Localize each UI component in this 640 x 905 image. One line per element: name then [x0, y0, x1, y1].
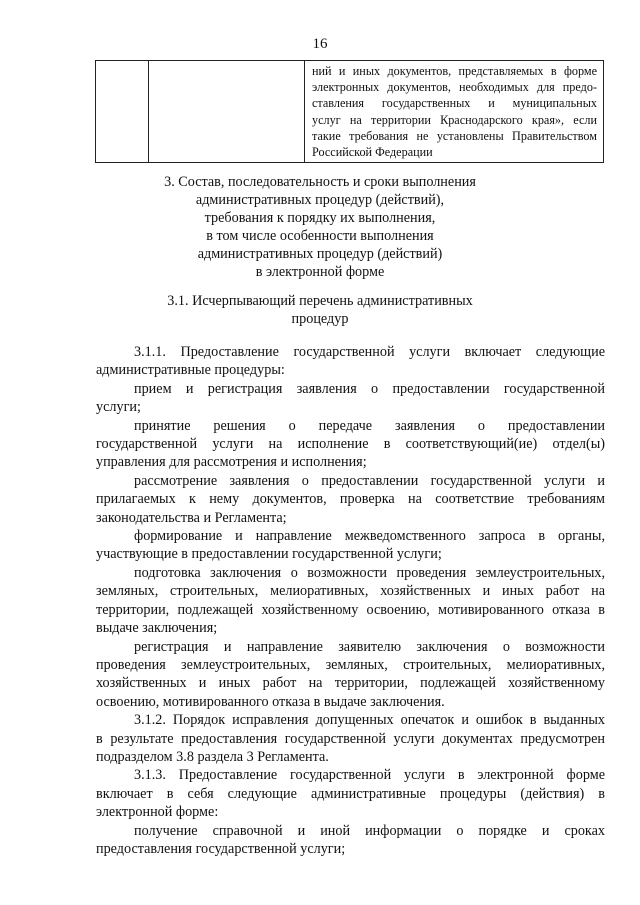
paragraph — [96, 343, 605, 380]
paragraph-line: административные процедуры: — [96, 362, 285, 379]
paragraph-line: проведения землеустроительных, земляных, строительных, мелиоративных, — [96, 656, 605, 673]
heading-line: в электронной форме — [255, 264, 385, 280]
paragraph-line: территории, подлежащей хозяйственному освоению, мотивированного отказа в — [96, 601, 605, 618]
table-row — [96, 61, 604, 163]
heading-line: требования к порядку их выполнения, — [204, 210, 436, 226]
paragraph-line: принятие решения о передаче заявления о предоставлении — [134, 417, 605, 434]
continuation-table — [95, 60, 604, 163]
page-number: 16 — [312, 36, 328, 52]
paragraph-line: земляных, строительных, мелиоративных, хозяйственных и иных работ на — [96, 583, 605, 600]
paragraph-line: освоению, мотивированного отказа в выдаче заключения. — [96, 693, 445, 710]
paragraph-line: участвующие в предоставлении государственной услуги; — [96, 546, 442, 563]
heading-line: процедур — [291, 311, 349, 327]
paragraph-line: подразделом 3.8 раздела 3 Регламента. — [96, 748, 329, 765]
heading-line: 3. Состав, последовательность и сроки выполнения — [164, 174, 476, 190]
paragraph — [96, 711, 605, 766]
paragraph-line: 3.1.2. Порядок исправления допущенных опечаток и ошибок в выданных — [134, 712, 605, 729]
table-cell-line: Российской Федерации — [312, 145, 433, 160]
paragraph — [96, 766, 605, 821]
paragraph-line: в результате предоставления государственной услуги документах предусмотрен — [96, 730, 605, 747]
paragraph-line: хозяйственных и иных работ на территории, подлежащей хозяйственному — [96, 675, 605, 692]
paragraph — [96, 380, 605, 417]
paragraph — [96, 638, 605, 712]
paragraph — [96, 472, 605, 527]
paragraph-line: подготовка заключения о возможности проведения землеустроительных, — [134, 564, 605, 581]
paragraph — [96, 564, 605, 638]
paragraph-line: формирование и направление межведомственного запроса в органы, — [134, 528, 605, 545]
paragraph-line: получение справочной и иной информации о порядке и сроках — [134, 822, 605, 839]
paragraph-line: услуги; — [96, 399, 141, 416]
section-heading — [0, 173, 640, 281]
table-cell-line: электронных документов, необходимых для предо- — [312, 80, 597, 95]
paragraph-line: прилагаемых к нему документов, проверка на соответствие требованиям — [96, 491, 605, 508]
subsection-heading — [0, 292, 640, 328]
paragraph-line: управления для рассмотрения и исполнения; — [96, 454, 367, 471]
paragraph-line: выдаче заключения; — [96, 620, 218, 637]
paragraph-line: рассмотрение заявления о предоставлении государственной услуги и — [134, 472, 605, 489]
paragraph — [96, 417, 605, 472]
paragraph-line: 3.1.1. Предоставление государственной услуги включает следующие — [134, 344, 605, 360]
table-cell-line: такие требования не установлены Правительством — [312, 128, 597, 143]
table-cell-name — [149, 61, 305, 163]
body-text — [96, 343, 605, 858]
paragraph-line: государственной услуги на исполнение в соответствующий(ие) отдел(ы) — [96, 436, 605, 453]
paragraph-line: законодательства и Регламента; — [96, 509, 287, 526]
paragraph-line: электронной форме: — [96, 804, 219, 821]
paragraph-line: предоставления государственной услуги; — [96, 840, 346, 857]
table-cell-number — [96, 61, 149, 163]
heading-line: административных процедур (действий) — [197, 246, 443, 262]
heading-line: в том числе особенности выполнения — [206, 228, 434, 244]
paragraph-line: 3.1.3. Предоставление государственной услуги в электронной форме — [134, 767, 605, 784]
paragraph-line: включает в себя следующие административные процедуры (действия) в — [96, 785, 605, 802]
table-cell-line: ставления государственных и муниципальных — [312, 96, 597, 111]
table-cell-line: ний и иных документов, представляемых в форме — [312, 64, 597, 78]
paragraph-line: регистрация и направление заявителю заключения о возможности — [134, 638, 605, 655]
table-cell-text — [305, 61, 604, 163]
paragraph-line: прием и регистрация заявления о предоставлении государственной — [134, 380, 605, 397]
heading-line: административных процедур (действий), — [195, 192, 445, 208]
paragraph — [96, 822, 605, 859]
heading-line: 3.1. Исчерпывающий перечень административных — [167, 293, 473, 309]
paragraph — [96, 527, 605, 564]
table-cell-line: услуг на территории Краснодарского края», если — [312, 112, 597, 127]
